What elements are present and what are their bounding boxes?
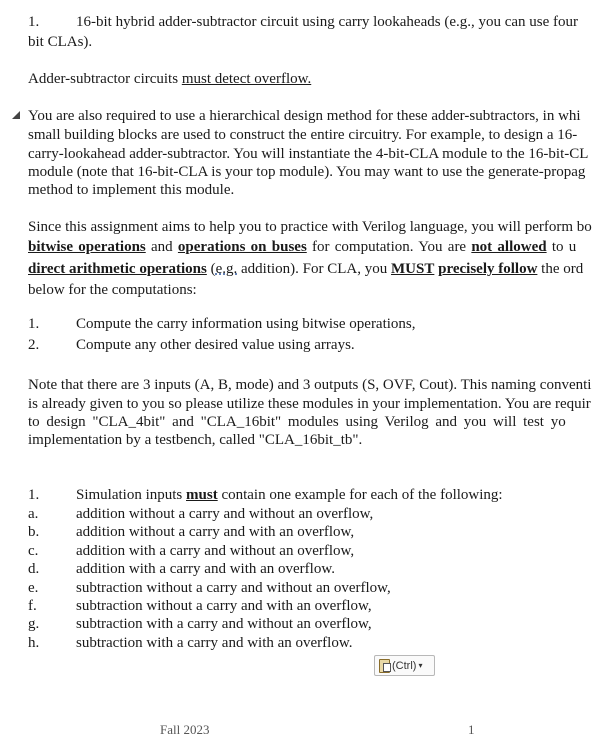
note-line-3: to design "CLA_4bit" and "CLA_16bit" modules using Verilog and you will test yo (28, 414, 566, 430)
bus-ops: operations on buses (177, 239, 307, 255)
since-line-4: below for the computations: (28, 282, 197, 298)
paste-options-button[interactable] (374, 655, 435, 676)
case-letter: c. (28, 543, 39, 559)
case-text: addition with a carry and with an overflow. (76, 561, 335, 577)
item-text: 16-bit hybrid adder-subtractor circuit using carry lookaheads (e.g., you can use four (76, 14, 579, 30)
step-text: Compute any other desired value using arrays. (76, 337, 355, 353)
clipboard-icon (379, 659, 390, 673)
step-number: 1. (28, 316, 40, 332)
since-line-1: Since this assignment aims to help you to practice with Verilog language, you will perform bo (28, 219, 592, 235)
case-letter: f. (28, 598, 37, 614)
footer-term: Fall 2023 (160, 722, 210, 737)
sim-must: must (186, 487, 218, 503)
hier-line-4: module (note that 16-bit-CLA is your top module). You may want to use the generate-propag (28, 164, 586, 180)
not-allowed: not allowed (471, 239, 547, 255)
eg-text: e.g. (215, 261, 238, 277)
hier-line-2: small building blocks are used to construct the entire circuitry. For example, to design a 16- (28, 127, 578, 143)
direct-arith: direct arithmetic operations (28, 261, 207, 277)
since-line-3 (28, 259, 583, 279)
case-letter: e. (28, 580, 39, 596)
step-text: Compute the carry information using bitwise operations, (76, 316, 416, 332)
case-letter: b. (28, 524, 40, 540)
sim-text (76, 485, 503, 505)
hier-line-3: carry-lookahead adder-subtractor. You will instantiate the 4-bit-CLA module to the 16-bit-CL (28, 146, 589, 162)
case-letter: g. (28, 616, 40, 632)
sim-suffix: contain one example for each of the following: (217, 487, 503, 503)
hier-line-5: method to implement this module. (28, 182, 235, 198)
footer-page-number: 1 (468, 722, 475, 737)
item-text-cont: bit CLAs). (28, 34, 93, 50)
since-for: for computation. You are (306, 239, 472, 255)
collapse-arrow-icon[interactable] (12, 111, 20, 119)
case-text: subtraction with a carry and with an overflow. (76, 635, 353, 651)
case-text: addition without a carry and with an overflow, (76, 524, 355, 540)
since-and: and (145, 239, 178, 255)
note-line-4: implementation by a testbench, called "CLA_16bit_tb". (28, 432, 363, 448)
sim-number: 1. (28, 487, 40, 503)
since-addition: addition). For CLA, you (237, 261, 392, 277)
chevron-down-icon: ▾ (418, 661, 423, 670)
step-number: 2. (28, 337, 40, 353)
precisely-follow: precisely follow (438, 261, 538, 277)
sim-prefix: Simulation inputs (76, 487, 187, 503)
case-letter: d. (28, 561, 40, 577)
paste-options-label: (Ctrl) (392, 659, 417, 672)
must-text: MUST (391, 261, 435, 277)
hier-line-1: You are also required to use a hierarchical design method for these adder-subtractors, in whi (28, 108, 581, 124)
bitwise-ops: bitwise operations (28, 239, 146, 255)
item-number: 1. (28, 14, 40, 30)
since-order: the ord (537, 261, 584, 277)
overflow-underlined: must detect overflow. (181, 71, 312, 87)
since-line-2 (28, 237, 576, 257)
overflow-requirement (28, 69, 311, 89)
case-text: subtraction without a carry and with an overflow, (76, 598, 372, 614)
note-line-2: is already given to you so please utilize these modules in your implementation. You are requir (28, 396, 591, 412)
case-letter: a. (28, 506, 39, 522)
note-line-1: Note that there are 3 inputs (A, B, mode) and 3 outputs (S, OVF, Cout). This naming conventi (28, 377, 592, 393)
since-to: to u (546, 239, 577, 255)
case-text: subtraction with a carry and without an overflow, (76, 616, 372, 632)
overflow-prefix: Adder-subtractor circuits (28, 71, 182, 87)
since-paren: ( (206, 261, 216, 277)
case-letter: h. (28, 635, 40, 651)
case-text: subtraction without a carry and without an overflow, (76, 580, 391, 596)
case-text: addition without a carry and without an overflow, (76, 506, 374, 522)
case-text: addition with a carry and without an overflow, (76, 543, 355, 559)
